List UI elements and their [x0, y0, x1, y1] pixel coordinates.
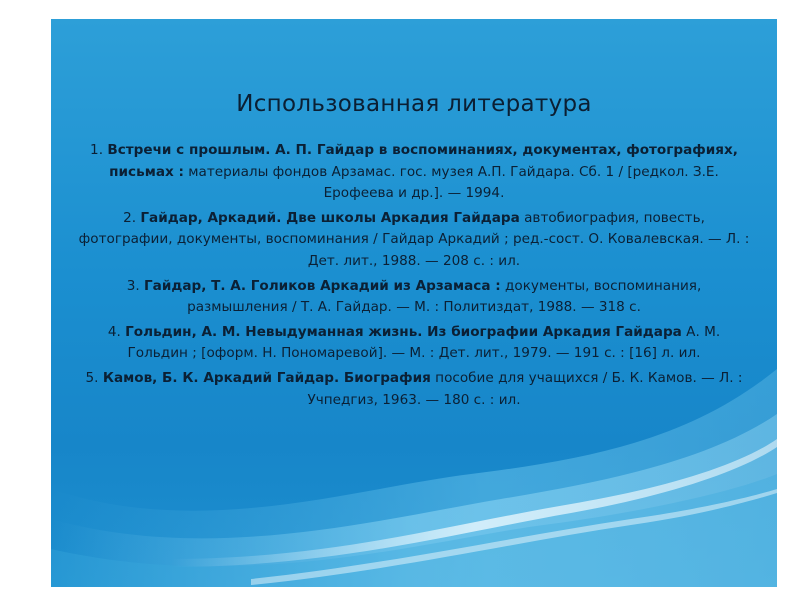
reference-title: Встречи с прошлым. А. П. Гайдар в воспоминаниях, документах, фотографиях, письмах : — [107, 142, 738, 180]
reference-title: Гайдар, Т. А. Голиков Аркадий из Арзамаса : — [143, 277, 501, 294]
reference-item — [77, 322, 751, 365]
reference-item — [77, 140, 751, 205]
reference-number: 3. — [126, 277, 144, 294]
reference-item — [77, 276, 751, 319]
reference-number: 2. — [123, 209, 141, 226]
reference-number: 1. — [90, 142, 108, 158]
slide — [51, 19, 777, 587]
reference-details: пособие для учащихся / Б. К. Камов. — Л. : Учпедгиз, 1963. — 180 с. : ил. — [307, 369, 743, 408]
reference-number: 5. — [85, 369, 103, 386]
reference-title: Камов, Б. К. Аркадий Гайдар. Биография — [102, 369, 431, 386]
reference-number: 4. — [107, 323, 126, 340]
reference-title: Гайдар, Аркадий. Две школы Аркадия Гайдара — [140, 209, 520, 226]
reference-details: А. М. Гольдин ; [оформ. Н. Пономаревой]. — М. : Дет. лит., 1979. — 191 с. : [16] л. ил. — [127, 323, 721, 362]
references-list — [77, 140, 751, 414]
reference-item — [77, 368, 751, 411]
reference-details: материалы фондов Арзамас. гос. музея А.П. Гайдара. Сб. 1 / [редкол. З.Е. Ерофеева и др.]. — 1994. — [183, 163, 719, 202]
reference-details: автобиография, повесть, фотографии, документы, воспоминания / Гайдар Аркадий ; ред.-сост. О. Ковалевская. — Л. : Дет. лит., 1988. — 208 с. : ил. — [78, 209, 750, 269]
reference-title: Гольдин, А. М. Невыдуманная жизнь. Из биографии Аркадия Гайдара — [125, 323, 682, 340]
reference-item — [77, 208, 751, 273]
reference-details: документы, воспоминания, размышления / Т. А. Гайдар. — М. : Политиздат, 1988. — 318 с. — [187, 277, 702, 316]
slide-title: Использованная литература — [236, 91, 592, 117]
